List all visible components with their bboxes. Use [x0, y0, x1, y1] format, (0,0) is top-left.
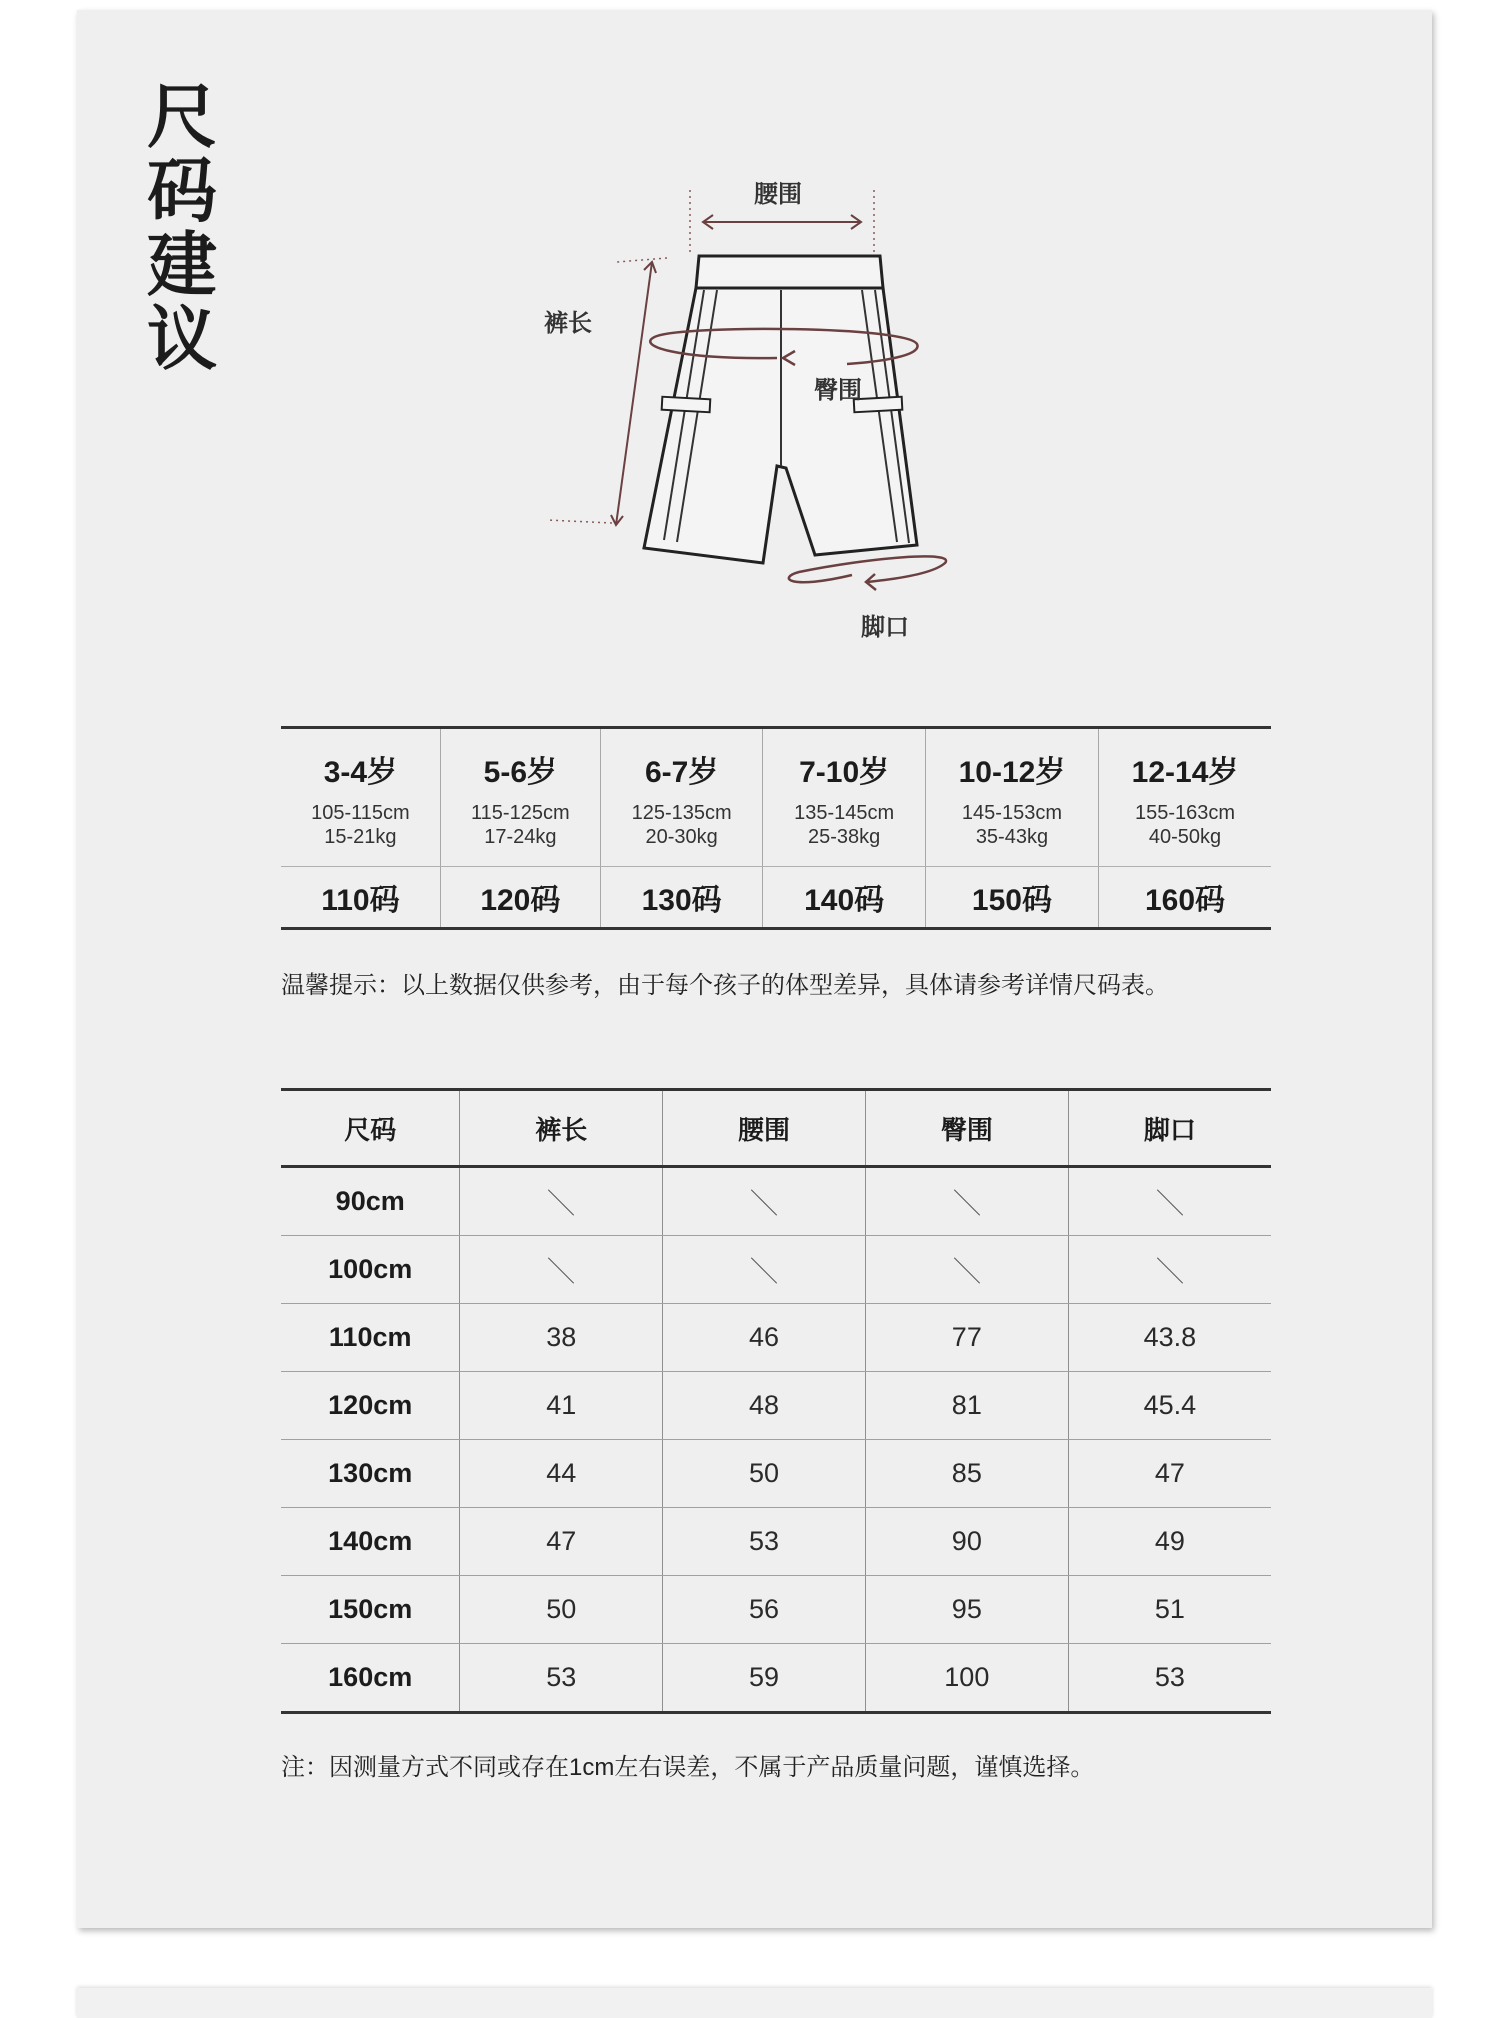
header-hem: 脚口: [1068, 1090, 1271, 1167]
measurement-cell: 90: [865, 1508, 1068, 1576]
measurement-cell: [663, 1236, 866, 1304]
size-code-cell: 150码: [925, 867, 1098, 929]
size-guide-card: [77, 10, 1432, 1928]
size-cell: 150cm: [281, 1576, 460, 1644]
not-available-mark: [548, 1190, 574, 1216]
measurement-cell: 51: [1068, 1576, 1271, 1644]
header-waist: 腰围: [663, 1090, 866, 1167]
table-row: [281, 1508, 1271, 1576]
table-row: [281, 1167, 1271, 1236]
measurement-cell: [1068, 1236, 1271, 1304]
header-size: 尺码: [281, 1090, 460, 1167]
table-row: [281, 1644, 1271, 1713]
size-cell: 110cm: [281, 1304, 460, 1372]
measurement-cell: 46: [663, 1304, 866, 1372]
not-available-mark: [1157, 1258, 1183, 1284]
measurement-cell: 47: [1068, 1440, 1271, 1508]
measurement-cell: 43.8: [1068, 1304, 1271, 1372]
shorts-diagram: [77, 10, 1432, 710]
measurement-cell: 49: [1068, 1508, 1271, 1576]
age-cell: 6-7岁 125-135cm 20-30kg: [600, 728, 762, 867]
measurement-cell: 81: [865, 1372, 1068, 1440]
measurement-cell: 53: [460, 1644, 663, 1713]
hem-label: 脚口: [861, 614, 909, 641]
header-length: 裤长: [460, 1090, 663, 1167]
table-row: [281, 1372, 1271, 1440]
measurement-cell: 56: [663, 1576, 866, 1644]
measurement-cell: 44: [460, 1440, 663, 1508]
table-header-row: [281, 1090, 1271, 1167]
size-cell: 90cm: [281, 1167, 460, 1236]
measurement-cell: 85: [865, 1440, 1068, 1508]
size-code-cell: 110码: [321, 884, 400, 917]
measurement-cell: 41: [460, 1372, 663, 1440]
not-available-mark: [954, 1190, 980, 1216]
size-code-row: [281, 867, 1271, 929]
table-row: [281, 1236, 1271, 1304]
hip-label: 臀围: [814, 377, 862, 404]
measurement-cell: 45.4: [1068, 1372, 1271, 1440]
size-cell: 140cm: [281, 1508, 460, 1576]
age-cell: 7-10岁 135-145cm 25-38kg: [763, 728, 925, 867]
size-code-cell: 160码: [1099, 867, 1271, 929]
size-suggestion-table: [281, 726, 1271, 930]
not-available-mark: [1157, 1190, 1183, 1216]
tip-text: 温馨提示：以上数据仅供参考，由于每个孩子的体型差异，具体请参考详情尺码表。: [281, 972, 1169, 999]
waist-label: 腰围: [754, 181, 802, 208]
age-row: [281, 728, 1271, 867]
measurement-cell: 100: [865, 1644, 1068, 1713]
not-available-mark: [548, 1258, 574, 1284]
measurement-cell: 50: [460, 1576, 663, 1644]
table-row: [281, 1440, 1271, 1508]
measurement-cell: 59: [663, 1644, 866, 1713]
measurement-cell: 47: [460, 1508, 663, 1576]
header-hip: 臀围: [865, 1090, 1068, 1167]
measurement-cell: [865, 1236, 1068, 1304]
age-cell: 5-6岁 115-125cm 17-24kg: [440, 728, 600, 867]
age-cell: 10-12岁 145-153cm 35-43kg: [925, 728, 1098, 867]
footnote: 注：因测量方式不同或存在1cm左右误差，不属于产品质量问题，谨慎选择。: [281, 1754, 1095, 1781]
not-available-mark: [954, 1258, 980, 1284]
table-row: [281, 1304, 1271, 1372]
size-code-cell: 140码: [763, 867, 925, 929]
measurement-cell: [460, 1167, 663, 1236]
size-code-cell: 120码: [440, 867, 600, 929]
page-title: 尺 码 建 议: [147, 78, 217, 378]
measurement-cell: [1068, 1167, 1271, 1236]
age-cell: 3-4岁 105-115cm 15-21kg: [281, 728, 440, 867]
measurement-cell: 77: [865, 1304, 1068, 1372]
size-cell: 130cm: [281, 1440, 460, 1508]
measurement-cell: 38: [460, 1304, 663, 1372]
size-measurement-table: [281, 1088, 1271, 1714]
measurement-cell: [865, 1167, 1068, 1236]
length-label: 裤长: [544, 310, 592, 337]
measurement-cell: 48: [663, 1372, 866, 1440]
size-cell: 100cm: [281, 1236, 460, 1304]
shorts-illustration: [77, 10, 1432, 710]
measurement-cell: 53: [663, 1508, 866, 1576]
size-cell: 120cm: [281, 1372, 460, 1440]
age-cell: 12-14岁 155-163cm 40-50kg: [1099, 728, 1271, 867]
size-code-cell: 130码: [600, 867, 762, 929]
size-cell: 160cm: [328, 1662, 413, 1692]
measurement-cell: 50: [663, 1440, 866, 1508]
not-available-mark: [751, 1190, 777, 1216]
table-row: [281, 1576, 1271, 1644]
not-available-mark: [751, 1258, 777, 1284]
measurement-cell: 95: [865, 1576, 1068, 1644]
measurement-cell: [663, 1167, 866, 1236]
measurement-cell: [460, 1236, 663, 1304]
next-card-edge: [77, 1988, 1432, 2018]
measurement-cell: 53: [1068, 1644, 1271, 1713]
